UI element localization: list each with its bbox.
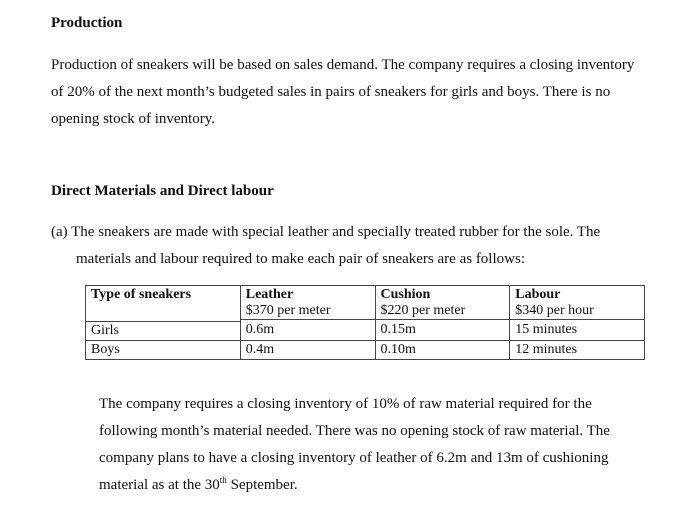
closing-inventory-line: following month’s material needed. There was no opening stock of raw material. The (99, 423, 610, 439)
closing-inventory-line: The company requires a closing inventory of 10% of raw material required for the (99, 396, 592, 412)
materials-intro-line: materials and labour required to make each pair of sneakers are as follows: (76, 251, 525, 267)
header-cushion-title: Cushion (380, 287, 431, 302)
header-type-title: Type of sneakers (91, 287, 192, 302)
table-row (86, 340, 645, 359)
header-leather-title: Leather (245, 287, 294, 302)
cell-type: Girls (86, 321, 241, 340)
cell-cushion: 0.10m (375, 340, 510, 359)
production-line: Production of sneakers will be based on sales demand. The company requires a closing inventory (51, 57, 635, 73)
header-labour-title: Labour (515, 287, 561, 302)
header-labour-unit: $340 per hour (510, 303, 644, 320)
last-line-prefix: material as at the 30 (99, 477, 220, 493)
header-cushion-cell (375, 286, 510, 322)
materials-table (85, 285, 645, 360)
ordinal-suffix: th (219, 475, 227, 485)
cell-labour: 15 minutes (510, 321, 645, 340)
production-line: opening stock of inventory. (51, 111, 215, 127)
cell-leather: 0.6m (240, 321, 375, 340)
last-line-suffix: September. (226, 477, 298, 493)
production-line: of 20% of the next month’s budgeted sales in pairs of sneakers for girls and boys. There is no (51, 84, 611, 100)
table-row (86, 321, 645, 340)
closing-inventory-last-line (99, 472, 610, 499)
header-type-cell (86, 286, 241, 322)
materials-heading: Direct Materials and Direct labour (51, 183, 274, 199)
materials-intro-paragraph (51, 219, 600, 273)
header-leather-cell (240, 286, 375, 322)
cell-labour: 12 minutes (510, 340, 645, 359)
cell-type: Boys (86, 340, 241, 359)
production-paragraph (51, 52, 634, 133)
cell-cushion: 0.15m (375, 321, 510, 340)
closing-inventory-paragraph (99, 391, 610, 499)
production-heading: Production (51, 15, 123, 31)
cell-leather: 0.4m (240, 340, 375, 359)
table-header-row (86, 286, 645, 322)
header-cushion-unit: $220 per meter (376, 303, 510, 320)
header-labour-cell (510, 286, 645, 322)
closing-inventory-line: company plans to have a closing inventory of leather of 6.2m and 13m of cushioning (99, 450, 609, 466)
materials-intro-line: (a) The sneakers are made with special leather and specially treated rubber for the sole. The (51, 224, 601, 240)
header-leather-unit: $370 per meter (241, 303, 375, 320)
